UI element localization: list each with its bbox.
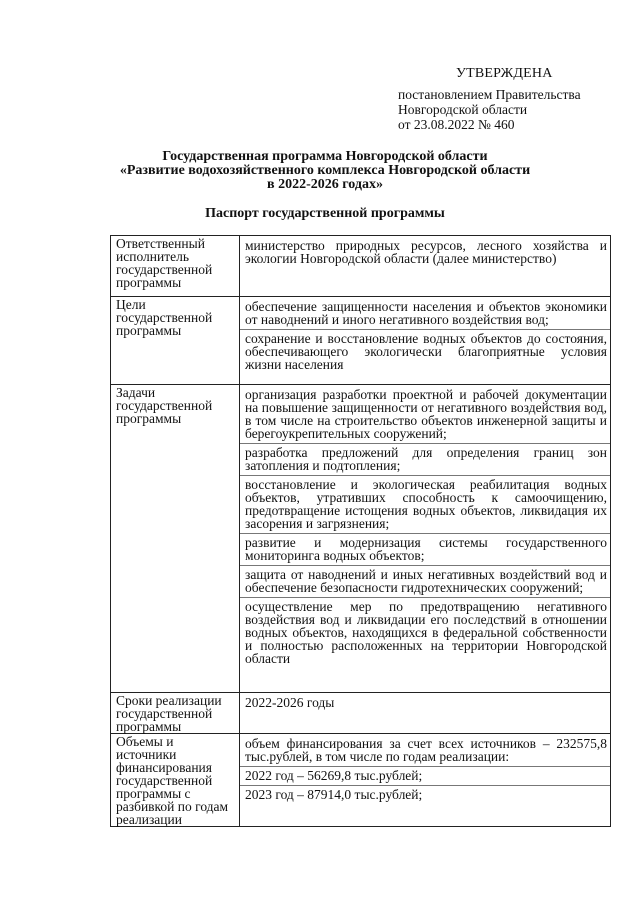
row-value-paragraph: осуществление мер по предотвращению негативного воздействия вод и ликвидации его последствий в отношении водных объектов, находящихся в федеральной собственности и полностью расположенных на территории Новгородской области <box>240 597 610 668</box>
row-value-paragraph: защита от наводнений и иных негативных воздействий вод и обеспечение безопасности гидротехнических сооружений; <box>240 565 610 597</box>
row-value-paragraph: 2022 год – 56269,8 тыс.рублей; <box>240 766 610 785</box>
row-value-paragraph: сохранение и восстановление водных объектов до состояния, обеспечивающего экологически благоприятные условия жизни населения <box>240 329 610 374</box>
row-value-paragraph: развитие и модернизация системы государственного мониторинга водных объектов; <box>240 533 610 565</box>
passport-table-body <box>111 236 611 827</box>
row-label: Объемы и источники финансирования государственной программы с разбивкой по годам реализации <box>111 734 240 827</box>
passport-table <box>110 235 611 827</box>
row-value-paragraph: обеспечение защищенности населения и объектов экономики от наводнений и иного негативного воздействия вод; <box>245 299 607 327</box>
title-line-1: Государственная программа Новгородской области <box>162 149 488 164</box>
title-line-2: «Развитие водохозяйственного комплекса Новгородской области <box>119 163 531 178</box>
row-label: Цели государственной программы <box>111 297 240 385</box>
approval-line-3: от 23.08.2022 № 460 <box>398 117 515 132</box>
row-value-cell <box>240 236 611 297</box>
row-value-cell <box>240 693 611 734</box>
title-line-3: в 2022-2026 годах» <box>267 177 383 192</box>
passport-row <box>111 297 611 385</box>
row-value-paragraph: восстановление и экологическая реабилитация водных объектов, утративших способность к самоочищению, предотвращение истощения водных объектов, ликвидация их засорения и загрязнения; <box>240 475 610 533</box>
row-value-cell <box>240 385 611 693</box>
row-value-cell <box>240 734 611 827</box>
document-title <box>90 150 560 192</box>
row-value-paragraph: организация разработки проектной и рабочей документации на повышение защищенности от негативного воздействия вод, в том числе на строительство объектов инженерной защиты и берегоукрепительных сооружений; <box>245 387 607 441</box>
passport-row <box>111 734 611 827</box>
approval-line-2: Новгородской области <box>398 102 528 117</box>
row-value-paragraph: 2023 год – 87914,0 тыс.рублей; <box>240 785 610 804</box>
passport-row <box>111 236 611 297</box>
row-label: Сроки реализации государственной программы <box>111 693 240 734</box>
row-value-cell <box>240 297 611 385</box>
passport-row <box>111 385 611 693</box>
passport-row <box>111 693 611 734</box>
approval-stamp <box>398 66 581 132</box>
passport-heading: Паспорт государственной программы <box>205 206 445 221</box>
row-value-paragraph: объем финансирования за счет всех источников – 232575,8 тыс.рублей, в том числе по годам реализации: <box>245 736 607 764</box>
approval-heading: УТВЕРЖДЕНА <box>456 66 553 81</box>
row-value-paragraph: 2022-2026 годы <box>245 695 335 710</box>
row-label: Ответственный исполнитель государственной программы <box>111 236 240 297</box>
approval-line-1: постановлением Правительства <box>398 87 581 102</box>
row-label: Задачи государственной программы <box>111 385 240 693</box>
row-value-paragraph: министерство природных ресурсов, лесного хозяйства и экологии Новгородской области (далее министерство) <box>245 238 607 266</box>
row-value-paragraph: разработка предложений для определения границ зон затопления и подтопления; <box>240 443 610 475</box>
